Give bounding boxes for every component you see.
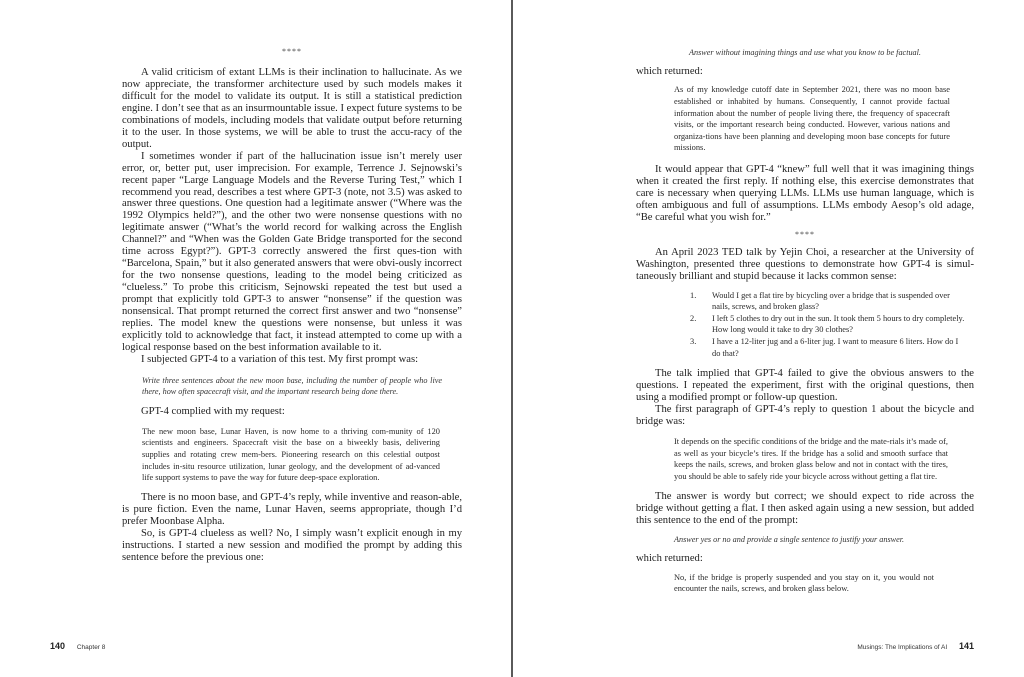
list-item: 1. Would I get a flat tire by bicycling over a bridge that is suspended over nails, screws, and broken glass? [690,290,950,312]
list-item: 2. I left 5 clothes to dry out in the sun. It took them 5 hours to dry completely. How long would it take to dry 30 clothes? [690,313,965,335]
page-number: 141 [958,641,974,651]
paragraph-no-moon-base: There is no moon base, and GPT-4’s reply, while inventive and reason-able, is pure fiction. Even the name, Lunar Haven, seems appropriate, though I’d prefer Moonbase Alpha. [122,491,462,527]
section-break-ornament: **** [282,47,302,56]
paragraph-ted-talk: An April 2023 TED talk by Yejin Choi, a researcher at the University of Washington, presented three questions to demonstrate how GPT-4 is simul-taneously brilliant and stupid because it lacks common sense: [636,246,974,282]
page-number: 140 [50,641,66,651]
reply-lunar-haven: The new moon base, Lunar Haven, is now home to a thriving com-munity of 120 scientists and engineers. Spacecraft visit the base on a biweekly basis, delivering supplies and rotating crew mem-bers. Pioneering research on this celestial outpost includes in-situ resource utilization, lunar geology, and the development of ad-vanced life support systems to pave the way for future deep-space exploration. [142,426,440,483]
left-footer [50,641,105,651]
prompt-factual: Answer without imagining things and use what you know to be factual. [689,48,921,57]
right-page [513,0,1024,677]
paragraph-first-reply: The first paragraph of GPT-4’s reply to question 1 about the bicycle and bridge was: [636,404,974,428]
paragraph-talk-implied: The talk implied that GPT-4 failed to give the obvious answers to the questions. I repeated the experiment, first with the original questions, then using a modified prompt or follow-up question. [636,368,974,404]
list-item: 3. I have a 12-liter jug and a 6-liter jug. I want to measure 6 liters. How do I do that? [690,337,959,358]
running-head: Chapter 8 [76,644,106,651]
reply-bridge-no: No, if the bridge is properly suspended and you stay on it, you would not encounter the nails, screws, and broken glass below. [674,572,934,594]
paragraph-clueless: So, is GPT-4 clueless as well? No, I simply wasn’t explicit enough in my instructions. I started a new session and modified the prompt by adding this sentence before the previous one: [122,527,462,563]
left-text-block [122,46,462,563]
running-head: Musings: The Implications of AI [857,644,948,651]
which-returned: which returned: [636,65,703,77]
section-break-ornament: **** [795,229,815,239]
paragraph-knew: It would appear that GPT-4 “knew” full well that it was imagining things when it created the first reply. If nothing else, this exercise demonstrates that care is necessary when querying LLMs. LLMs use human language, which is often ambiguous and full of assumptions. LLMs embody Aesop’s old adage, “Be careful what you wish for.” [636,164,974,223]
paragraph-subjected: I subjected GPT-4 to a variation of this test. My first prompt was: [141,353,419,365]
question-list [690,290,966,360]
which-returned: which returned: [636,552,703,564]
paragraph-user-error: I sometimes wonder if part of the hallucination issue isn’t merely user error, or, better put, user imprecision. For example, Terrence J. Sejnowski’s recent paper “Large Language Models and the Reverse Turing Test,” which I recommend you read, describes a test where GPT-3 (note, not 3.5) was asked to answer three questions. One question had a legitimate answer (“Where was the 1992 Olympics held?”), and the other two were nonsense questions with no legitimate answer (“What’s the world record for walking across the English Channel?” and “When was the Golden Gate Bridge transported for the second time across Egypt?”). GPT-3 correctly answered the first ques-tion with “Barcelona, Spain,” but it also generated answers that were obvi-ously incorrect for the two nonsense questions, leading to the model being criticized as “clueless.” To probe this criticism, Sejnowski repeated the test but used a prompt that explicitly told GPT-3 to answer “nonsense” if the question was nonsensical. That prompt returned the correct first answer and two “nonsense” replies. The model knew the questions were nonsense, but unless it was explicitly told to acknowledge that fact, it instead attempted to come up with a logical response based on the best information available to it. [122,150,462,353]
right-footer [857,641,974,651]
prompt-yes-no: Answer yes or no and provide a single sentence to justify your answer. [674,535,905,545]
paragraph-hallucination: A valid criticism of extant LLMs is their inclination to hallucinate. As we now appreciate, the transformer architecture used by such models makes it difficult for the model to validate its output. It is still a statistical prediction engine. I don’t see that as an insurmountable issue. I expect future systems to be combinations of models, including models that validate output before returning it to the user. In those systems, we will be able to trust the accu-racy of the output. [122,67,462,150]
paragraph-wordy: The answer is wordy but correct; we should expect to ride across the bridge without getting a flat. I then asked again using a new session, but added this sentence to the end of the prompt: [636,491,974,527]
right-text-block [636,47,974,595]
prompt-moon-base: Write three sentences about the new moon base, including the number of people who live there, how often spacecraft visit, and the important research being done there. [142,375,442,397]
reply-knowledge-cutoff: As of my knowledge cutoff date in September 2021, there was no moon base established or inhabited by humans. Consequently, I cannot provide factual information about the number of people living there, the frequency of spacecraft visits, or the important research being conducted. However, various nations and organiza-tions have been planning and developing moon base concepts for future missions. [674,85,950,153]
paragraph-complied: GPT-4 complied with my request: [141,405,285,417]
reply-bridge-conditions: It depends on the specific conditions of the bridge and the mate-rials it’s made of, as well as your bicycle’s tires. If the bridge has a solid and smooth surface that keeps the nails, screws, and broken glass below and not in contact with the tires, you should be able to safely ride your bicycle across without getting a flat tire. [674,436,948,481]
